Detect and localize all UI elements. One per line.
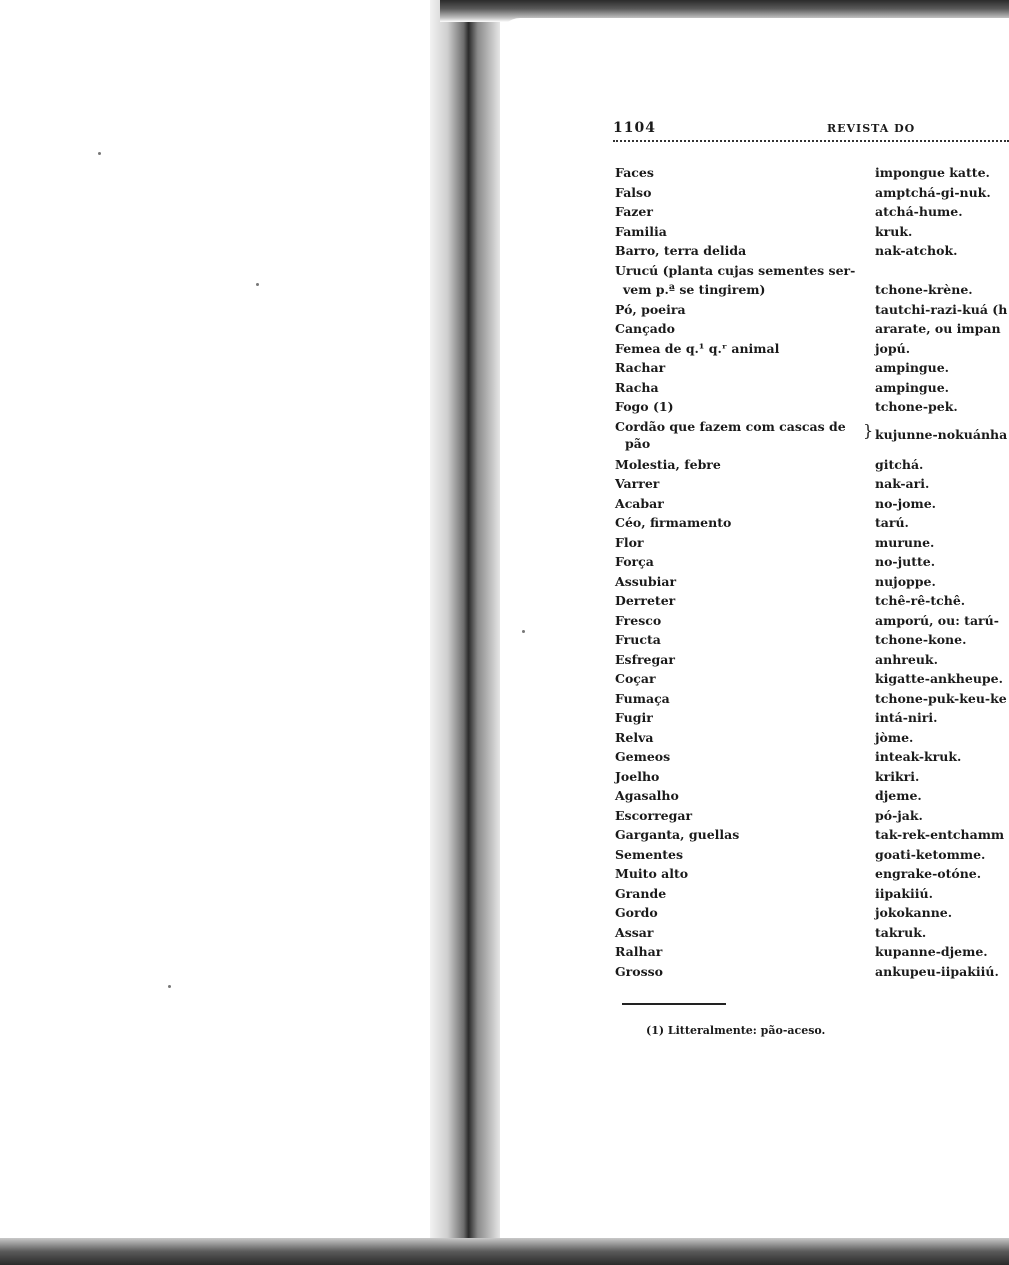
vocabulary-entry	[615, 572, 1009, 592]
native-term: gitchá.	[875, 456, 924, 472]
vocabulary-entry	[615, 806, 1009, 826]
vocabulary-entry	[615, 183, 1009, 203]
vocabulary-entry	[615, 417, 1009, 455]
vocabulary-entry	[615, 300, 1009, 320]
vocabulary-entry	[615, 728, 1009, 748]
portuguese-term: Urucú (planta cujas sementes ser-	[615, 262, 856, 278]
page-number: 1104	[613, 120, 656, 136]
native-term: no-jome.	[875, 495, 937, 511]
native-term: impongue katte.	[875, 165, 990, 180]
portuguese-term: Ralhar	[615, 944, 663, 959]
vocabulary-entry	[615, 962, 1009, 982]
portuguese-term: Cançado	[615, 321, 675, 336]
vocabulary-entry	[615, 241, 1009, 261]
vocabulary-list	[615, 163, 1009, 981]
vocabulary-entry	[615, 591, 1009, 611]
native-term: iipakiiú.	[875, 885, 933, 901]
portuguese-term: Femea de q.¹ q.ʳ animal	[615, 340, 780, 356]
native-term: intá-niri.	[875, 710, 938, 725]
vocabulary-entry	[615, 163, 1009, 183]
portuguese-term: Garganta, guellas	[615, 827, 740, 842]
portuguese-term: Fresco	[615, 612, 662, 628]
portuguese-term: Molestia, febre	[615, 456, 721, 472]
portuguese-term: Fogo (1)	[615, 399, 674, 414]
paper-speck	[168, 985, 171, 988]
portuguese-term: Fugir	[615, 710, 653, 725]
native-term: tchone-puk-keu-ke	[875, 690, 1007, 706]
vocabulary-entry	[615, 455, 1009, 475]
native-term: engrake-otóne.	[875, 866, 982, 881]
portuguese-term: Faces	[615, 165, 654, 180]
portuguese-term: Céo, firmamento	[615, 515, 732, 530]
portuguese-term: Racha	[615, 379, 659, 395]
native-term: kupanne-djeme.	[875, 944, 988, 959]
paper-speck	[256, 283, 259, 286]
left-page	[0, 0, 460, 1240]
vocabulary-entry	[615, 261, 1009, 281]
portuguese-term: Fumaça	[615, 690, 670, 706]
portuguese-term: Assubiar	[615, 573, 677, 589]
portuguese-term: Esfregar	[615, 651, 675, 667]
portuguese-term-continuation: pão	[625, 435, 651, 451]
vocabulary-entry	[615, 630, 1009, 650]
native-term: krikri.	[875, 768, 920, 784]
paper-speck	[98, 152, 101, 155]
vocabulary-entry	[615, 533, 1009, 553]
portuguese-term: Assar	[615, 924, 654, 940]
native-term: pó-jak.	[875, 807, 923, 823]
vocabulary-entry	[615, 222, 1009, 242]
vocabulary-entry	[615, 611, 1009, 631]
native-term: jòme.	[875, 729, 914, 745]
vocabulary-entry	[615, 708, 1009, 728]
footnote-rule	[622, 1003, 726, 1005]
portuguese-term: vem p.ª se tingirem)	[623, 282, 766, 297]
native-term: amporú, ou: tarú-	[875, 612, 999, 628]
vocabulary-entry	[615, 378, 1009, 398]
portuguese-term: Muito alto	[615, 866, 689, 881]
native-term: anhreuk.	[875, 651, 938, 667]
running-head	[613, 120, 1009, 138]
native-term: tchone-kone.	[875, 632, 967, 647]
portuguese-term: Barro, terra delida	[615, 243, 747, 258]
portuguese-term: Derreter	[615, 593, 676, 608]
native-term: kujunne-nokuánha	[875, 426, 1008, 442]
vocabulary-entry	[615, 552, 1009, 572]
native-term: jopú.	[875, 340, 911, 356]
portuguese-term: Grosso	[615, 963, 664, 979]
vocabulary-entry	[615, 280, 1009, 300]
portuguese-term: Relva	[615, 729, 654, 745]
native-term: jokokanne.	[875, 905, 953, 920]
vocabulary-entry	[615, 689, 1009, 709]
portuguese-term: Pó, poeira	[615, 301, 686, 317]
native-term: atchá-hume.	[875, 204, 963, 219]
native-term: no-jutte.	[875, 554, 936, 569]
portuguese-term: Rachar	[615, 360, 666, 375]
vocabulary-entry	[615, 884, 1009, 904]
vocabulary-entry	[615, 397, 1009, 417]
vocabulary-entry	[615, 786, 1009, 806]
vocabulary-entry	[615, 494, 1009, 514]
portuguese-term: Flor	[615, 534, 644, 550]
portuguese-term: Acabar	[615, 495, 664, 511]
header-rule	[613, 140, 1009, 142]
vocabulary-entry	[615, 903, 1009, 923]
vocabulary-entry	[615, 923, 1009, 943]
native-term: tautchi-razi-kuá (h	[875, 301, 1008, 317]
native-term: tak-rek-entchamm	[875, 827, 1005, 842]
portuguese-term: Força	[615, 554, 654, 569]
native-term: kruk.	[875, 223, 913, 239]
portuguese-term: Coçar	[615, 671, 656, 686]
vocabulary-entry	[615, 202, 1009, 222]
native-term: goati-ketomme.	[875, 846, 986, 862]
portuguese-term: Fructa	[615, 632, 661, 647]
native-term: inteak-kruk.	[875, 749, 962, 764]
native-term: nak-ari.	[875, 476, 930, 491]
vocabulary-entry	[615, 825, 1009, 845]
native-term: nak-atchok.	[875, 243, 958, 258]
vocabulary-entry	[615, 319, 1009, 339]
native-term: kigatte-ankheupe.	[875, 671, 1003, 686]
footnote: (1) Litteralmente: pão-aceso.	[646, 1024, 826, 1037]
vocabulary-entry	[615, 474, 1009, 494]
portuguese-term: Falso	[615, 184, 652, 200]
portuguese-term: Sementes	[615, 846, 684, 862]
portuguese-term: Grande	[615, 885, 667, 901]
vocabulary-entry	[615, 358, 1009, 378]
book-gutter	[430, 0, 500, 1265]
portuguese-term: Fazer	[615, 204, 653, 219]
paper-speck	[522, 630, 525, 633]
native-term: nujoppe.	[875, 573, 936, 589]
native-term: ankupeu-iipakiiú.	[875, 963, 999, 979]
portuguese-term: Joelho	[615, 768, 660, 784]
native-term: ampingue.	[875, 379, 950, 395]
vocabulary-entry	[615, 669, 1009, 689]
native-term: amptchá-gi-nuk.	[875, 184, 991, 200]
native-term: murune.	[875, 534, 935, 550]
portuguese-term: Cordão que fazem com cascas de	[615, 418, 846, 434]
native-term: ararate, ou impan	[875, 321, 1001, 336]
native-term: djeme.	[875, 788, 922, 803]
page-bottom-edge	[0, 1238, 1009, 1265]
portuguese-term: Varrer	[615, 476, 660, 491]
portuguese-term: Gordo	[615, 905, 658, 920]
vocabulary-entry	[615, 942, 1009, 962]
portuguese-term: Familia	[615, 223, 667, 239]
vocabulary-entry	[615, 513, 1009, 533]
vocabulary-entry	[615, 339, 1009, 359]
portuguese-term: Gemeos	[615, 749, 671, 764]
native-term: tchone-pek.	[875, 399, 958, 414]
native-term: tarú.	[875, 515, 909, 530]
vocabulary-entry	[615, 650, 1009, 670]
vocabulary-entry	[615, 747, 1009, 767]
native-term: tchone-krène.	[875, 282, 973, 297]
native-term: tchê-rê-tchê.	[875, 593, 966, 608]
journal-title: REVISTA DO	[827, 122, 916, 135]
portuguese-term: Agasalho	[615, 788, 679, 803]
brace-mark: }	[863, 420, 874, 440]
native-term: ampingue.	[875, 360, 950, 375]
vocabulary-entry	[615, 845, 1009, 865]
portuguese-term: Escorregar	[615, 807, 693, 823]
vocabulary-entry	[615, 864, 1009, 884]
native-term: takruk.	[875, 924, 927, 940]
vocabulary-entry	[615, 767, 1009, 787]
